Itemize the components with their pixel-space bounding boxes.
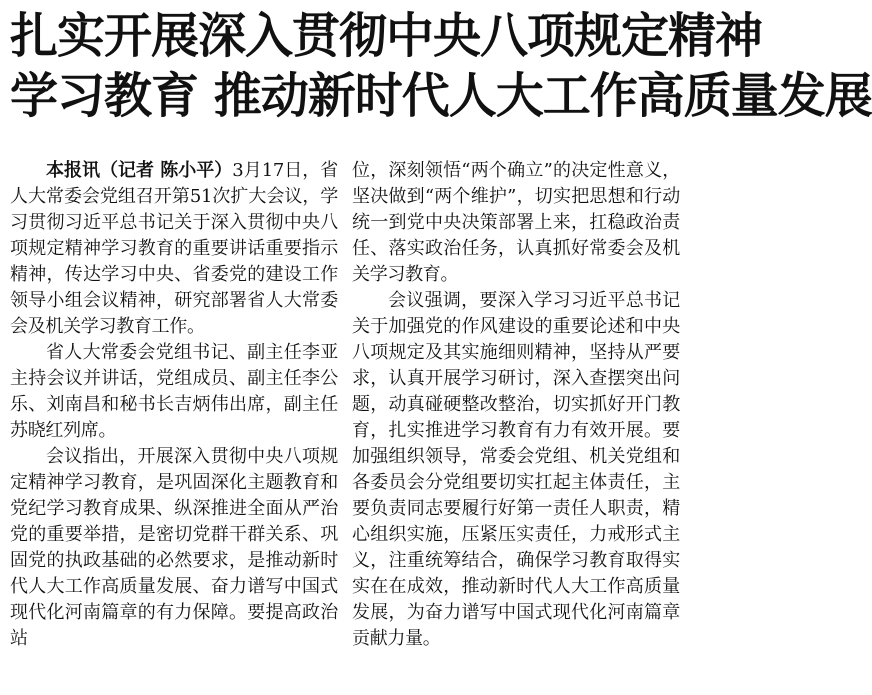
paragraph-2: 省人大常委会党组书记、副主任李亚主持会议并讲话，党组成员、副主任李公乐、刘南昌和秘书长吉炳伟出席，副主任苏晓红列席。 <box>10 342 338 441</box>
left-column <box>10 158 338 687</box>
headline-line-2: 学习教育 推动新时代人大工作高质量发展 <box>10 68 872 124</box>
headline-line-1: 扎实开展深入贯彻中央八项规定精神 <box>10 8 763 64</box>
paragraph-3-continued: 位，深刻领悟“两个确立”的决定性意义，坚决做到“两个维护”，切实把思想和行动统一到党中央决策部署上来，扛稳政治责任、落实政治任务，认真抓好常委会及机关学习教育。 <box>352 160 680 285</box>
headline <box>10 0 872 126</box>
paragraph-3: 会议指出，开展深入贯彻中央八项规定精神学习教育，是巩固深化主题教育和党纪学习教育成果、纵深推进全面从严治党的重要举措，是密切党群干群关系、巩固党的执政基础的必然要求，是推动新时代人大工作高质量发展、奋力谱写中国式现代化河南篇章的有力保障。要提高政治站 <box>10 446 338 649</box>
article-body <box>10 158 680 687</box>
paragraph-4: 会议强调，要深入学习习近平总书记关于加强党的作风建设的重要论述和中央八项规定及其实施细则精神，坚持从严要求，认真开展学习研讨，深入查摆突出问题，动真碰硬整改整治，切实抓好开门教育，扎实推进学习教育有力有效开展。要加强组织领导，常委会党组、机关党组和各委员会分党组要切实扛起主体责任，主要负责同志要履行好第一责任人职责，精心组织实施，压紧压实责任，力戒形式主义，注重统筹结合，确保学习教育取得实实在在成效，推动新时代人大工作高质量发展，为奋力谱写中国式现代化河南篇章贡献力量。 <box>352 290 680 649</box>
right-column <box>352 158 680 687</box>
byline: 本报讯（记者 陈小平） <box>46 160 233 181</box>
paragraph-1-text: 3月17日，省人大常委会党组召开第51次扩大会议，学习贯彻习近平总书记关于深入贯彻中央八项规定精神学习教育的重要讲话重要指示精神，传达学习中央、省委党的建设工作领导小组会议精神，研究部署省人大常委会及机关学习教育工作。 <box>10 160 338 337</box>
paragraph-1 <box>10 158 338 340</box>
